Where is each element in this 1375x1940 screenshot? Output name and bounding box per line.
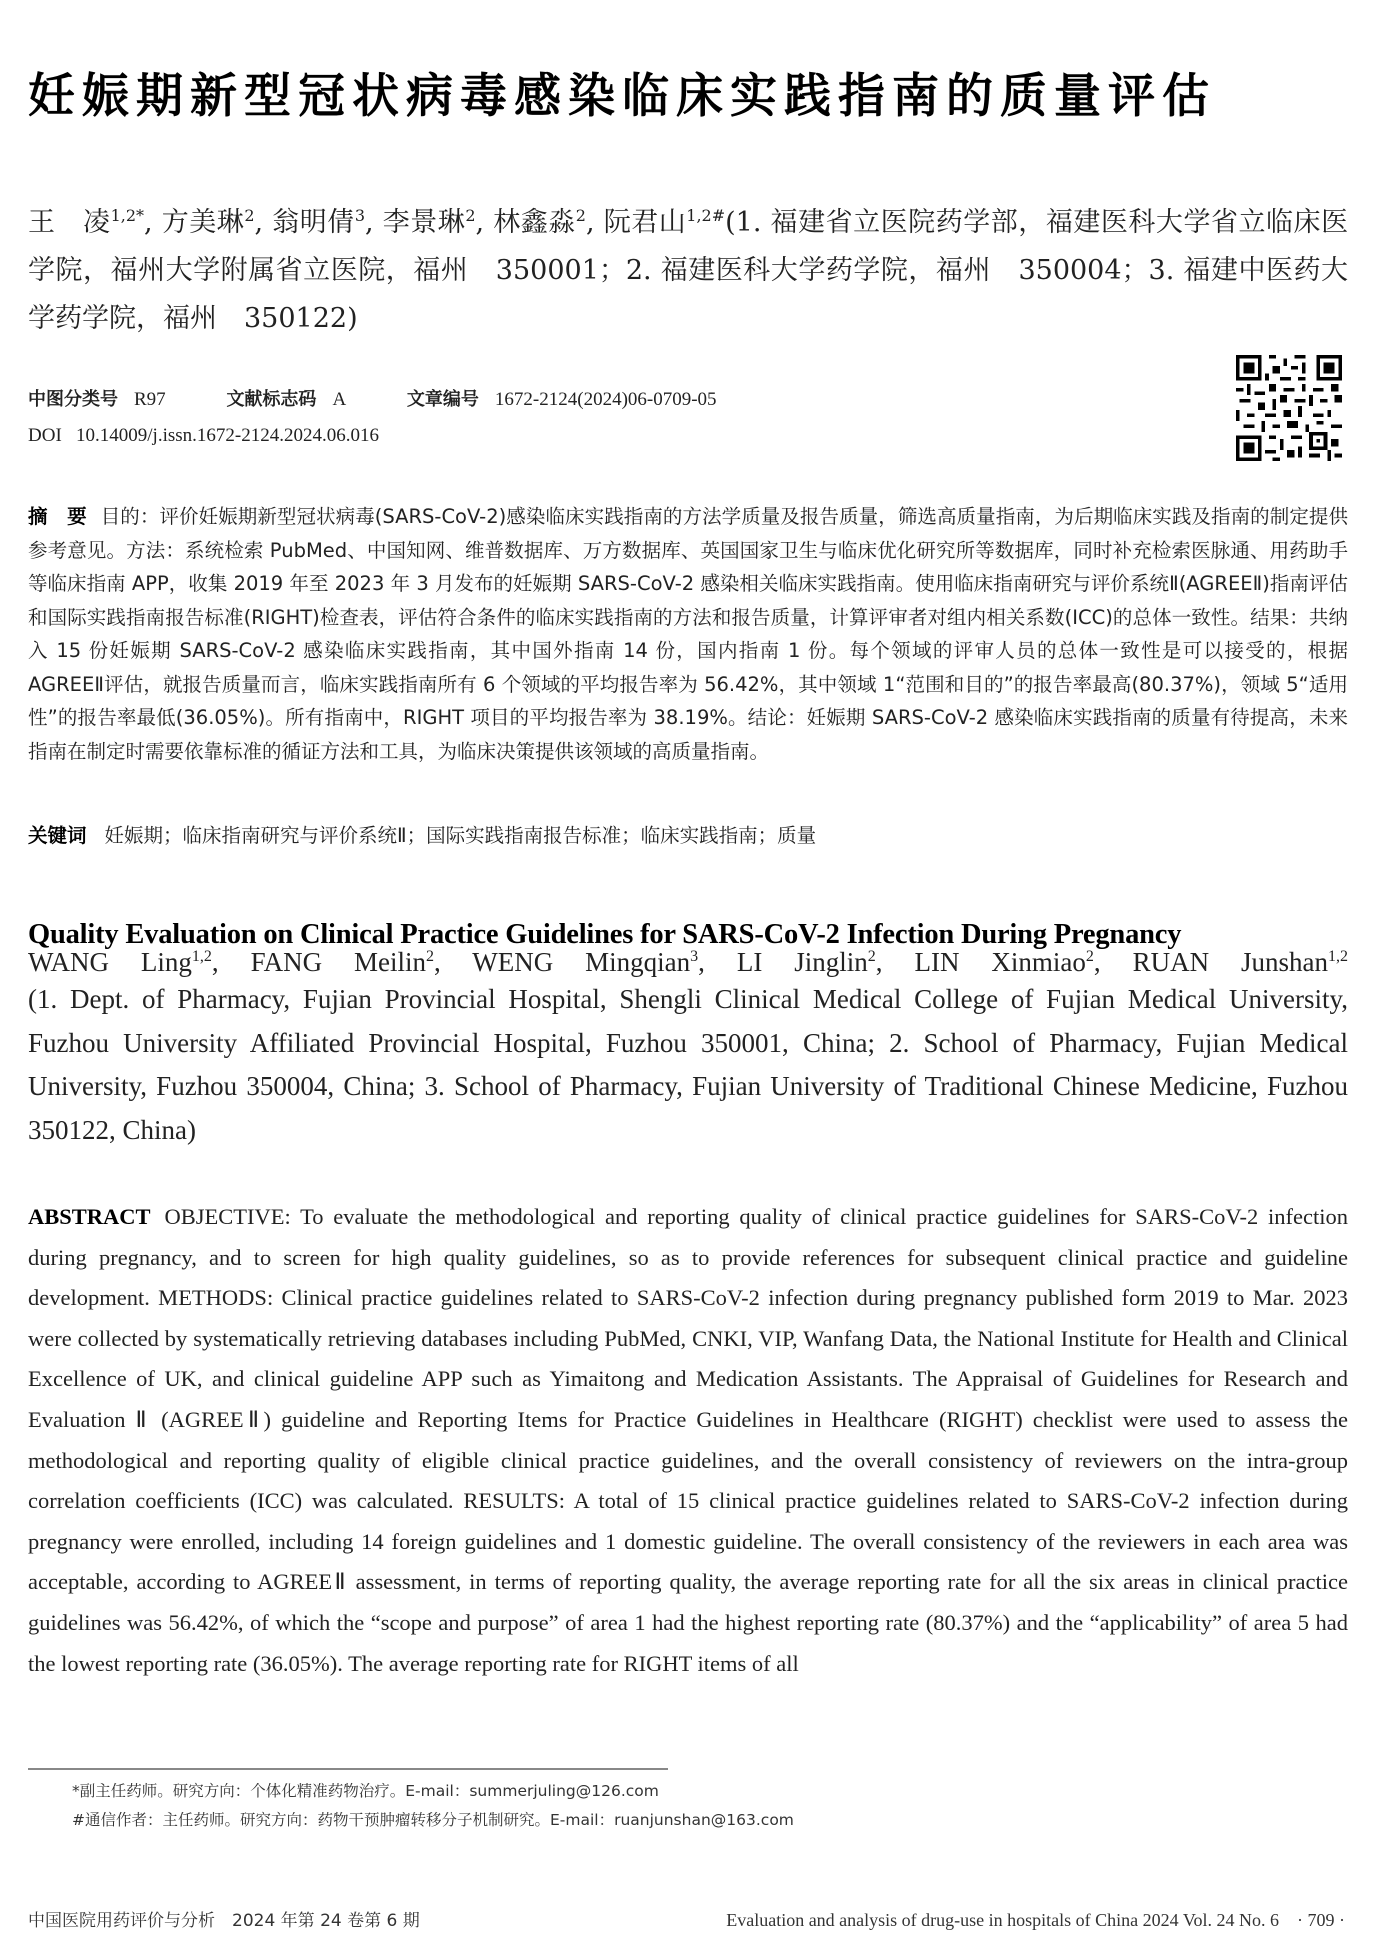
- author-cn: 王 凌$^{1,2*}$: [28, 206, 145, 238]
- doi-value[interactable]: 10.14009/j.issn.1672-2124.2024.06.016: [76, 425, 379, 446]
- author-en: FANG Meilin$^2$: [250, 947, 435, 977]
- keywords-cn-label: 关键词: [28, 824, 87, 847]
- qr-code-icon[interactable]: [1236, 355, 1342, 461]
- article-title-en: Quality Evaluation on Clinical Practice Guidelines for SARS-CoV-2 Infection During Pregnancy: [28, 918, 1182, 950]
- article-no-value: 1672-2124(2024)06-0709-05: [494, 389, 717, 410]
- footer-journal-cn: 中国医院用药评价与分析 2024 年第 24 卷第 6 期: [28, 1911, 420, 1931]
- abstract-en: [28, 1197, 1348, 1684]
- authors-cn: 王 凌$^{1,2*}$, 方美琳$^2$, 翁明倩$^3$, 李景琳$^2$, 林鑫淼$^2$, 阮君山$^{1,2\#}$(1. 福建省立医院药学部，福建医科大学省立临床医学院，福州大学附属省立医院，福州 350001；2. 福建医科大学药学院，福州 350004；3. 福建中医药大学药学院，福州 350122): [28, 206, 1349, 334]
- abstract-en-text: OBJECTIVE: To evaluate the methodological and reporting quality of clinical practice guidelines for SARS-CoV-2 infection during pregnancy, and to screen for high quality guidelines, so as to provide references for subsequent clinical practice and guideline development. METHODS: Clinical practice guidelines related to SARS-CoV-2 infection during pregnancy published form 2019 to Mar. 2023 were collected by systematically retrieving databases including PubMed, CNKI, VIP, Wanfang Data, the National Institute for Health and Clinical Excellence of UK, and clinical guideline APP such as Yimaitong and Medication Assistants. The Appraisal of Guidelines for Research and Evaluation Ⅱ (AGREEⅡ) guideline and Reporting Items for Practice Guidelines in Healthcare (RIGHT) checklist were used to assess the methodological and reporting quality of eligible clinical practice guidelines, and the overall consistency of reviewers on the intra-group correlation coefficients (ICC) was calculated. RESULTS: A total of 15 clinical practice guidelines related to SARS-CoV-2 infection during pregnancy were enrolled, including 14 foreign guidelines and 1 domestic guideline. The overall consistency of the reviewers in each area was acceptable, according to AGREEⅡ assessment, in terms of reporting quality, the average reporting rate for all the six areas in clinical practice guidelines was 56.42%, of which the “scope and purpose” of area 1 had the highest reporting rate (80.37%) and the “applicability” of area 5 had the lowest reporting rate (36.05%). The average reporting rate for RIGHT items of all: [28, 1204, 1348, 1676]
- doc-code-value: A: [332, 389, 347, 410]
- abstract-cn-text: 目的：评价妊娠期新型冠状病毒(SARS-CoV-2)感染临床实践指南的方法学质量及报告质量，筛选高质量指南，为后期临床实践及指南的制定提供参考意见。方法：系统检索 PubMed、中国知网、维普数据库、万方数据库、英国国家卫生与临床优化研究所等数据库，同时补充检索医脉通、用药助手等临床指南 APP，收集 2019 年至 2023 年 3 月发布的妊娠期 SARS-CoV-2 感染相关临床实践指南。使用临床指南研究与评价系统Ⅱ(AGREEⅡ)指南评估和国际实践指南报告标准(RIGHT)检查表，评估符合条件的临床实践指南的方法和报告质量，计算评审者对组内相关系数(ICC)的总体一致性。结果：共纳入 15 份妊娠期 SARS-CoV-2 感染临床实践指南，其中国外指南 14 份，国内指南 1 份。每个领域的评审人员的总体一致性是可以接受的，根据 AGREEⅡ评估，就报告质量而言，临床实践指南所有 6 个领域的平均报告率为 56.42%，其中领域 1“范围和目的”的报告率最高(80.37%)，领域 5“适用性”的报告率最低(36.05%)。所有指南中，RIGHT 项目的平均报告率为 38.19%。结论：妊娠期 SARS-CoV-2 感染临床实践指南的质量有待提高，未来指南在制定时需要依靠标准的循证方法和工具，为临床决策提供该领域的高质量指南。: [28, 505, 1348, 763]
- doc-code-label: 文献标志码: [226, 389, 317, 410]
- article-no-label: 文章编号: [406, 389, 479, 410]
- author-cn: 李景琳$^2$: [382, 206, 476, 238]
- doi-label: DOI: [28, 425, 62, 446]
- clc-value: R97: [134, 389, 166, 410]
- clc-label: 中图分类号: [28, 389, 118, 410]
- author-cn: 阮君山$^{1,2\#}$: [603, 206, 726, 238]
- author-cn: 方美琳$^2$: [161, 206, 255, 238]
- footnote-first-author: *副主任药师。研究方向：个体化精准药物治疗。E-mail：summerjuling@126.com: [72, 1782, 659, 1800]
- affiliations-cn: (1. 福建省立医院药学部，福建医科大学省立临床医学院，福州大学附属省立医院，福州 350001；2. 福建医科大学药学院，福州 350004；3. 福建中医药大学药学院，福州 350122): [28, 207, 1349, 334]
- author-en: WANG Ling$^{1,2}$: [28, 947, 212, 977]
- abstract-en-label: ABSTRACT: [28, 1204, 151, 1229]
- abstract-cn-label: 摘 要: [28, 505, 87, 528]
- keywords-cn-text: 妊娠期；临床指南研究与评价系统Ⅱ；国际实践指南报告标准；临床实践指南；质量: [104, 824, 817, 847]
- authors-en: WANG Ling$^{1,2}$, FANG Meilin$^2$, WENG Mingqian$^3$, LI Jinglin$^2$, LIN Xinmiao$^2$, RUAN Junshan$^{1,2}$: [28, 947, 1348, 977]
- footnotes: [72, 1777, 794, 1835]
- footnote-divider: [28, 1768, 668, 1770]
- affiliations-en: (1. Dept. of Pharmacy, Fujian Provincial Hospital, Shengli Clinical Medical College of Fujian Medical University, Fuzhou University Affiliated Provincial Hospital, Fuzhou 350001, China; 2. School of Pharmacy, Fujian Medical University, Fuzhou 350004, China; 3. School of Pharmacy, Fujian University of Traditional Chinese Medicine, Fuzhou 350122, China): [28, 984, 1348, 1145]
- abstract-cn: [28, 500, 1348, 768]
- article-title-cn: 妊娠期新型冠状病毒感染临床实践指南的质量评估: [28, 69, 1216, 125]
- author-en: WENG Mingqian$^3$: [472, 947, 699, 977]
- article-meta: [28, 385, 773, 447]
- author-en: RUAN Junshan$^{1,2}$: [1132, 947, 1348, 977]
- footer-journal-en: Evaluation and analysis of drug-use in hospitals of China 2024 Vol. 24 No. 6 · 709 ·: [726, 1910, 1345, 1930]
- author-cn: 翁明倩$^3$: [272, 206, 366, 238]
- author-en: LI Jinglin$^2$: [736, 947, 876, 977]
- author-cn: 林鑫淼$^2$: [493, 206, 586, 238]
- keywords-cn: [28, 820, 1348, 848]
- author-en: LIN Xinmiao$^2$: [914, 947, 1094, 977]
- footnote-corresponding-author: #通信作者：主任药师。研究方向：药物干预肿瘤转移分子机制研究。E-mail：ruanjunshan@163.com: [72, 1811, 794, 1829]
